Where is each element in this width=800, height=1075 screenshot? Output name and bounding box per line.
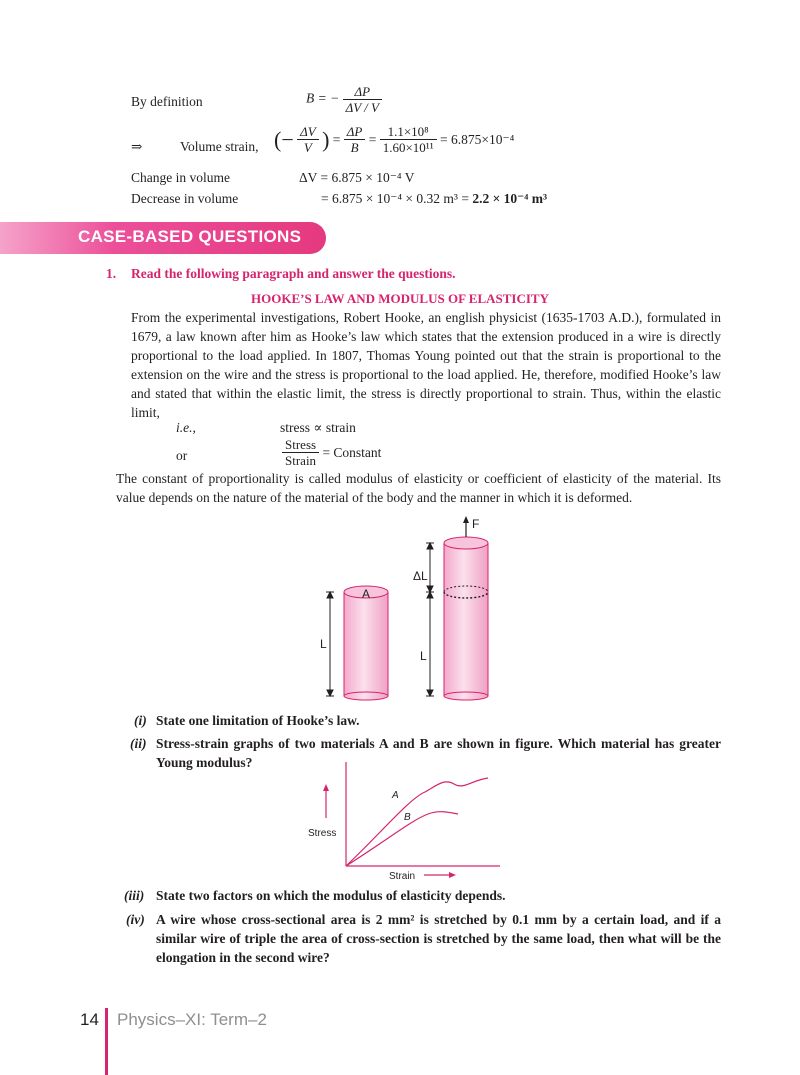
stress-num: Stress bbox=[285, 437, 317, 452]
graph-ylabel: Stress bbox=[308, 828, 337, 839]
page-number: 14 bbox=[80, 1010, 99, 1029]
hookes-law-figure bbox=[300, 514, 520, 704]
book-title: Physics–XI: Term–2 bbox=[117, 1010, 267, 1029]
val-fraction bbox=[380, 124, 437, 155]
graph-xlabel: Strain bbox=[389, 871, 416, 882]
change-volume-label: Change in volume bbox=[131, 170, 230, 185]
b-den: ΔV / V bbox=[343, 99, 382, 115]
vs-fraction bbox=[297, 124, 319, 155]
decrease-volume-expr bbox=[321, 189, 547, 208]
constant-text: = Constant bbox=[322, 445, 382, 460]
cylinder-stretched bbox=[444, 537, 488, 700]
bulk-modulus-equation bbox=[306, 84, 382, 115]
dp-num: ΔP bbox=[346, 124, 363, 139]
q4-num: (iv) bbox=[126, 912, 145, 927]
dv-result: 2.2 × 10⁻⁴ m³ bbox=[472, 191, 548, 206]
case-instruction: Read the following paragraph and answer the questions. bbox=[131, 266, 456, 281]
graph-label-b: B bbox=[404, 812, 411, 823]
section-title: CASE-BASED QUESTIONS bbox=[78, 227, 302, 246]
stress-strain-fraction bbox=[282, 437, 319, 468]
val-den: 1.60×10¹¹ bbox=[380, 139, 437, 155]
dp-fraction bbox=[344, 124, 366, 155]
vs-result: = 6.875×10⁻⁴ bbox=[439, 132, 515, 147]
strain-den: Strain bbox=[282, 452, 319, 468]
question-i-num bbox=[134, 711, 147, 730]
label-l2: L bbox=[420, 649, 427, 663]
label-l1: L bbox=[320, 637, 327, 651]
question-ii-text: Stress-strain graphs of two materials A and B are shown in figure. Which material has greater Young modulus? bbox=[156, 736, 721, 770]
footer-divider bbox=[105, 1008, 108, 1075]
question-iv-text: A wire whose cross-sectional area is 2 mm² is stretched by 0.1 mm by a certain load, and if a similar wire of triple the area of cross-section is stretched by the same load, then what will be the elongation in the second wire? bbox=[156, 912, 721, 965]
section-banner bbox=[0, 222, 326, 254]
stress-strain-graph bbox=[300, 758, 510, 883]
question-iv-num bbox=[126, 910, 145, 929]
question-i-text: State one limitation of Hooke’s law. bbox=[156, 713, 360, 728]
eq-1: = bbox=[332, 132, 341, 147]
label-a: A bbox=[362, 587, 371, 601]
b-fraction bbox=[343, 84, 382, 115]
b-lhs: B = − bbox=[306, 90, 340, 106]
implies-arrow: ⇒ bbox=[131, 139, 143, 154]
question-iii-text: State two factors on which the modulus of elasticity depends. bbox=[156, 888, 506, 903]
case-paragraph-1: From the experimental investigations, Robert Hooke, an english physicist (1635-1703 A.D.), formulated in 1679, a law known after him as Hooke’s law which states that the extension produced in a wire is directly proportional to the load applied. In 1807, Thomas Young pointed out that the strain is proportional to the extension on the wire and the stress is proportional to the load applied. He, therefore, modified Hooke’s law and stated that within the elastic limit, the stress is directly proportional to strain. Thus, within the elastic limit, bbox=[131, 310, 721, 420]
graph-label-a: A bbox=[392, 790, 399, 801]
eq-2: = bbox=[368, 132, 377, 147]
val-num: 1.1×10⁸ bbox=[387, 124, 429, 139]
vs-den: V bbox=[297, 139, 319, 155]
ie-label: i.e., bbox=[176, 420, 196, 435]
case-heading: HOOKE’S LAW AND MODULUS OF ELASTICITY bbox=[251, 291, 549, 306]
def-label: By definition bbox=[131, 94, 203, 109]
question-iii-num bbox=[124, 886, 144, 905]
dp-den: B bbox=[344, 139, 366, 155]
b-num: ΔP bbox=[354, 84, 371, 99]
dv-expr: = 6.875 × 10⁻⁴ × 0.32 m³ = bbox=[321, 191, 469, 206]
q1-num: (i) bbox=[134, 713, 147, 728]
cylinder-a bbox=[344, 586, 388, 700]
label-delta-l: ΔL bbox=[413, 569, 428, 583]
volume-strain-label: Volume strain, bbox=[180, 139, 259, 154]
paren-open: (− bbox=[274, 127, 294, 152]
q3-num: (iii) bbox=[124, 888, 145, 903]
case-number: 1. bbox=[106, 266, 117, 281]
change-volume-expr: ΔV = 6.875 × 10⁻⁴ V bbox=[299, 170, 415, 185]
question-ii-num bbox=[130, 734, 147, 753]
decrease-volume-label: Decrease in volume bbox=[131, 191, 239, 206]
case-paragraph-2: The constant of proportionality is called modulus of elasticity or coefficient of elasticity of the material. Its value depends on the nature of the material of the body and the manner in which it is deformed. bbox=[116, 471, 721, 505]
vs-num: ΔV bbox=[300, 124, 316, 139]
volume-strain-equation bbox=[274, 124, 514, 155]
label-f: F bbox=[472, 517, 480, 531]
q2-num: (ii) bbox=[130, 736, 147, 751]
stress-strain-equation bbox=[282, 437, 381, 468]
or-label: or bbox=[176, 448, 188, 463]
curve-b bbox=[346, 812, 458, 866]
proportionality: stress ∝ strain bbox=[280, 420, 356, 435]
paren-close: ) bbox=[322, 127, 330, 152]
